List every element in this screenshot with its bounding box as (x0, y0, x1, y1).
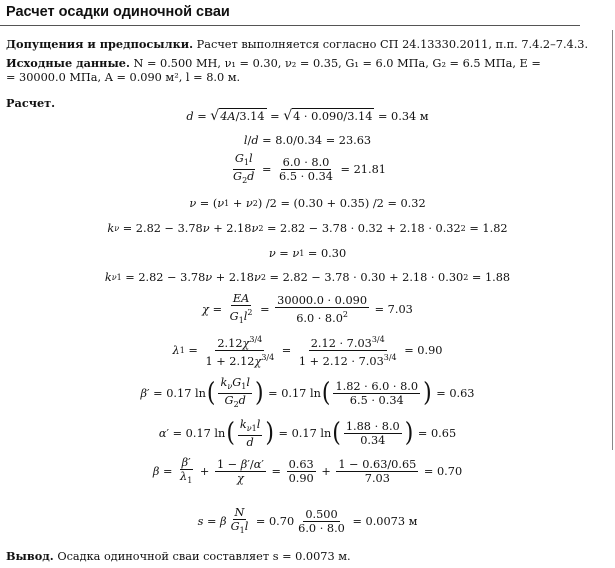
input-data-values: N = 0.500 МН, ν₁ = 0.30, ν₂ = 0.35, G₁ = 6.0 МПа, G₂ = 6.5 МПа, E = (133, 57, 541, 70)
title-divider (0, 25, 580, 26)
equation-beta-prime: β ′ = 0.17 ln ( $\frac{k_\nu G_1l}{G_2d}$ ) = 0.17 ln ( $\frac{1.82 \cdot 6.0 \cdot 8.0}{6.5 \cdot 0.34}$ ) = 0.63 (140, 376, 475, 409)
equation-lambda: λ 1 = $\frac{2.12\chi^{3/4}}{1 + 2.12\chi^{3/4}}$ = $\frac{2.12 \cdot 7.03^{3/4}}{1 + 2.12 \cdot 7.03^{3/4}}$ = 0.90 (172, 335, 443, 368)
equation-k-nu1: k ν1 = 2.82 − 3.78 ν + 2.18 ν 2 = 2.82 − 3.78 · 0.30 + 2.18 · 0.30 2 = 1.88 (104, 271, 511, 284)
equation-nu-nu1: ν = ν 1 = 0.30 (268, 247, 347, 260)
input-data-line-1 (6, 56, 541, 70)
input-data-line-2: = 30000.0 МПа, A = 0.090 м², l = 8.0 м. (6, 71, 241, 84)
equation-chi: χ = $\frac{EA}{G_1l^2}$ = $\frac{30000.0 \cdot 0.090}{6.0 \cdot 8.0^2}$ = 7.03 (202, 292, 413, 325)
equation-nu: ν = ( ν 1 + ν 2 ) /2 = (0.30 + 0.35) /2 = 0.32 (189, 197, 426, 210)
assumptions-paragraph (6, 37, 588, 51)
equation-g-ratio: $\frac{G_1l}{G_2d}$ = $\frac{6.0 \cdot 8.0}{6.5 \cdot 0.34}$ = 21.81 (233, 152, 386, 185)
equation-beta: β = $\frac{\beta'}{\lambda_1}$ + $\frac{1 - \beta'/\alpha'}{\chi}$ = $\frac{0.63}{0.90}$ + $\frac{1 - 0.63/0.65}{7.03}$ = 0.70 (152, 456, 463, 485)
calculation-label: Расчет. (6, 96, 56, 110)
conclusion-text: Осадка одиночной сваи составляет s = 0.0073 м. (57, 550, 351, 563)
page-title: Расчет осадки одиночной сваи (6, 4, 230, 20)
right-edge-line (612, 30, 613, 450)
equation-l-d: l / d = 8.0/0.34 = 23.63 (243, 134, 372, 147)
conclusion-label: Вывод. (6, 549, 54, 563)
assumptions-label: Допущения и предпосылки. (6, 37, 194, 51)
equation-k-nu: k ν = 2.82 − 3.78 ν + 2.18 ν 2 = 2.82 − 3.78 · 0.32 + 2.18 · 0.32 2 = 1.82 (107, 222, 508, 235)
input-data-label: Исходные данные. (6, 56, 130, 70)
assumptions-text: Расчет выполняется согласно СП 24.13330.2011, п.п. 7.4.2–7.4.3. (196, 38, 589, 51)
equation-alpha-prime: α ′ = 0.17 ln ( $\frac{k_{\nu 1}l}{d}$ ) = 0.17 ln ( $\frac{1.88 \cdot 8.0}{0.34}$ ) = 0.65 (158, 417, 457, 449)
equation-s: s = β $\frac{N}{G_1l}$ = 0.70 $\frac{0.500}{6.0 \cdot 8.0}$ = 0.0073 м (197, 506, 418, 535)
conclusion-paragraph (6, 549, 351, 563)
equation-d: d = √ 4A/3.14 = √ 4 · 0.090/3.14 = 0.34 м (186, 108, 429, 124)
